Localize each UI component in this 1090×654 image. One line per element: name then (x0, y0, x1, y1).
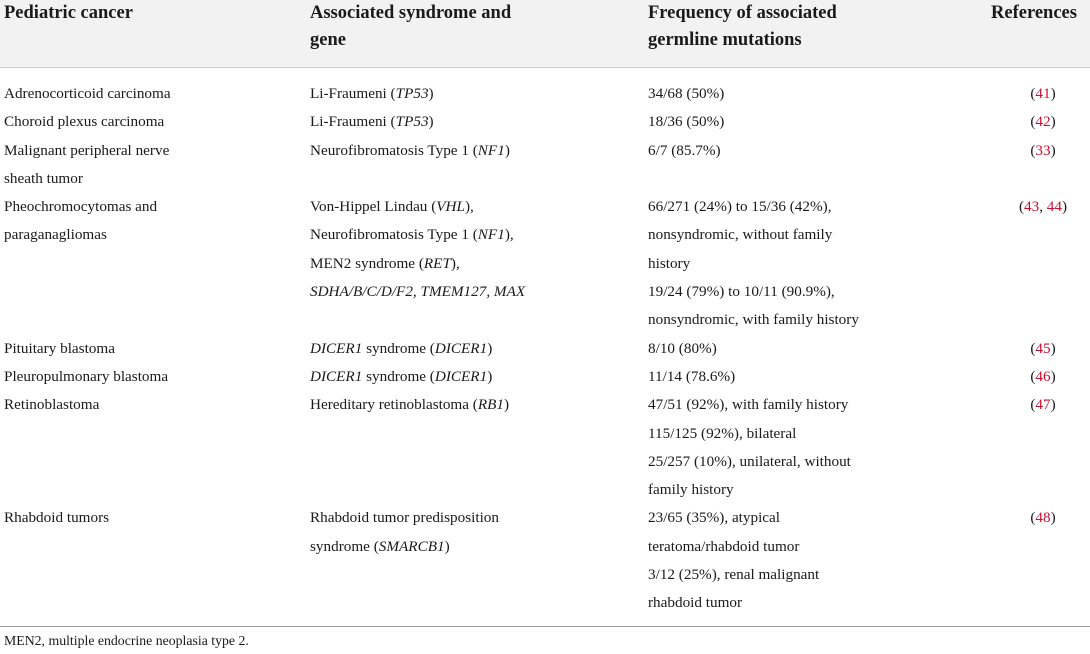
syndrome-line (310, 363, 630, 391)
reference-link[interactable]: 33 (1035, 141, 1051, 159)
gene-name: VHL (436, 198, 465, 216)
syndrome-line (310, 137, 630, 165)
syndrome-line (310, 278, 630, 306)
gene-name: DICER1 (310, 339, 363, 357)
cell-references: (33) (1030, 141, 1056, 159)
cell-pediatric-cancer (4, 80, 294, 108)
reference-link[interactable]: 48 (1035, 509, 1051, 527)
syndrome-line (310, 504, 630, 532)
frequency-text: 3/12 (25%), renal malignant (648, 566, 820, 584)
frequency-text: 8/10 (80%) (648, 339, 717, 357)
reference-link[interactable]: 45 (1035, 339, 1051, 357)
cancer-text: Adrenocorticoid carcinoma (4, 85, 171, 102)
cancer-text: sheath tumor (4, 169, 83, 187)
syndrome-text: ) (504, 396, 510, 414)
syndrome-line (310, 221, 630, 249)
gene-name: DICER1 (310, 367, 363, 385)
cell-associated-syndrome (310, 391, 630, 419)
table-body (0, 80, 1090, 618)
syndrome-text: syndrome ( (362, 339, 435, 357)
syndrome-text: ) (504, 141, 510, 159)
cell-frequency (648, 363, 948, 391)
reference-link[interactable]: 47 (1035, 396, 1051, 414)
syndrome-line (310, 335, 630, 363)
syndrome-text: ) (487, 367, 493, 385)
frequency-text: teratoma/rhabdoid tumor (648, 537, 800, 555)
table-row (0, 504, 1090, 617)
syndrome-text: Rhabdoid tumor predisposition (310, 509, 499, 527)
gene-name: DICER1 (434, 339, 488, 357)
header-syndrome-line1: Associated syndrome and (310, 3, 512, 23)
gene-name: RB1 (477, 396, 504, 414)
syndrome-text: MEN2 syndrome ( (310, 254, 424, 272)
syndrome-text: ), (450, 254, 460, 272)
gene-name: TP53 (395, 85, 429, 102)
syndrome-text: Neurofibromatosis Type 1 ( (310, 226, 478, 244)
syndrome-text: Neurofibromatosis Type 1 ( (310, 141, 478, 159)
gene-name: TP53 (395, 113, 429, 131)
syndrome-line (310, 193, 630, 221)
syndrome-text: ) (444, 537, 450, 555)
header-frequency-line1: Frequency of associated (648, 3, 837, 23)
cell-pediatric-cancer (4, 391, 294, 419)
cancer-text: paraganagliomas (4, 226, 107, 244)
syndrome-line (310, 250, 630, 278)
cell-pediatric-cancer (4, 504, 294, 532)
cell-associated-syndrome (310, 504, 630, 561)
cancer-text: Choroid plexus carcinoma (4, 113, 165, 131)
cell-associated-syndrome (310, 193, 630, 306)
table-row (0, 80, 1090, 108)
cancer-text: Pituitary blastoma (4, 339, 115, 357)
cell-frequency (648, 80, 948, 108)
cell-pediatric-cancer (4, 193, 294, 250)
syndrome-text: ), (464, 198, 474, 216)
cell-pediatric-cancer (4, 335, 294, 363)
syndrome-text: ) (487, 339, 493, 357)
cancer-text: Pheochromocytomas and (4, 198, 158, 216)
header-associated-syndrome (310, 0, 511, 54)
frequency-text: rhabdoid tumor (648, 594, 743, 612)
frequency-text: family history (648, 481, 734, 499)
reference-link[interactable]: 42 (1035, 113, 1051, 131)
reference-link[interactable]: 44 (1046, 198, 1062, 216)
cell-frequency (648, 504, 948, 617)
cell-references: (45) (1030, 339, 1056, 357)
syndrome-text: ), (504, 226, 514, 244)
header-frequency (648, 0, 837, 54)
cell-frequency (648, 108, 948, 136)
cell-associated-syndrome (310, 137, 630, 165)
cell-pediatric-cancer (4, 137, 294, 194)
cell-references: (42) (1030, 113, 1056, 131)
table-bottom-rule (0, 626, 1090, 627)
table-row (0, 363, 1090, 391)
cell-frequency (648, 335, 948, 363)
syndrome-text: ) (428, 85, 434, 102)
cell-pediatric-cancer (4, 108, 294, 136)
syndrome-line (310, 80, 630, 108)
cell-references: (47) (1030, 396, 1056, 414)
syndrome-text: Li-Fraumeni ( (310, 85, 396, 102)
reference-link[interactable]: 41 (1035, 85, 1051, 102)
table-row (0, 335, 1090, 363)
table-row (0, 391, 1090, 504)
reference-link[interactable]: 46 (1035, 367, 1051, 385)
table-header (0, 0, 1090, 67)
gene-name: NF1 (477, 141, 505, 159)
cell-references: (43, 44) (1018, 198, 1068, 216)
cell-frequency (648, 137, 948, 165)
header-pediatric-cancer: Pediatric cancer (4, 3, 133, 23)
frequency-text: nonsyndromic, with family history (648, 311, 859, 329)
syndrome-text: syndrome ( (362, 367, 435, 385)
header-syndrome-line2: gene (310, 30, 346, 50)
frequency-text: 6/7 (85.7%) (648, 141, 721, 159)
frequency-text: 66/271 (24%) to 15/36 (42%), (648, 198, 832, 216)
frequency-text: 25/257 (10%), unilateral, without (648, 452, 851, 470)
frequency-text: 47/51 (92%), with family history (648, 396, 849, 414)
header-divider (0, 67, 1090, 68)
gene-name: RET (423, 254, 451, 272)
table-row (0, 108, 1090, 136)
syndrome-text: Li-Fraumeni ( (310, 113, 396, 131)
cell-frequency (648, 391, 948, 504)
table-footnote: MEN2, multiple endocrine neoplasia type 2. (4, 633, 249, 648)
frequency-text: 18/36 (50%) (648, 113, 725, 131)
table-row (0, 137, 1090, 194)
syndrome-text: ) (428, 113, 434, 131)
syndrome-text: Hereditary retinoblastoma ( (310, 396, 478, 414)
cancer-text: Rhabdoid tumors (4, 509, 110, 527)
frequency-text: 23/65 (35%), atypical (648, 509, 781, 527)
cell-references: (48) (1030, 509, 1056, 527)
header-references: References (991, 3, 1077, 23)
cell-pediatric-cancer (4, 363, 294, 391)
syndrome-line (310, 391, 630, 419)
syndrome-text: syndrome ( (310, 537, 379, 555)
header-frequency-line2: germline mutations (648, 30, 802, 50)
cell-associated-syndrome (310, 80, 630, 108)
syndrome-text: Von-Hippel Lindau ( (310, 198, 437, 216)
frequency-text: 34/68 (50%) (648, 85, 725, 102)
frequency-text: nonsyndromic, without family (648, 226, 833, 244)
frequency-text: 11/14 (78.6%) (648, 367, 736, 385)
frequency-text: history (648, 254, 691, 272)
table-row (0, 193, 1090, 335)
cancer-text: Malignant peripheral nerve (4, 141, 170, 159)
cell-associated-syndrome (310, 108, 630, 136)
cell-frequency (648, 193, 948, 334)
cell-references: (41) (1030, 85, 1056, 102)
gene-name: SMARCB1 (378, 537, 445, 555)
syndrome-line (310, 533, 630, 561)
gene-name: SDHA/B/C/D/F2, TMEM127, MAX (310, 283, 526, 301)
cell-associated-syndrome (310, 363, 630, 391)
cell-references: (46) (1030, 367, 1056, 385)
gene-name: NF1 (477, 226, 505, 244)
gene-name: DICER1 (434, 367, 488, 385)
frequency-text: 115/125 (92%), bilateral (648, 424, 797, 442)
frequency-text: 19/24 (79%) to 10/11 (90.9%), (648, 283, 835, 301)
cancer-text: Pleuropulmonary blastoma (4, 367, 169, 385)
reference-link[interactable]: 43 (1024, 198, 1040, 216)
syndrome-line (310, 108, 630, 136)
cancer-text: Retinoblastoma (4, 396, 100, 414)
cell-associated-syndrome (310, 335, 630, 363)
